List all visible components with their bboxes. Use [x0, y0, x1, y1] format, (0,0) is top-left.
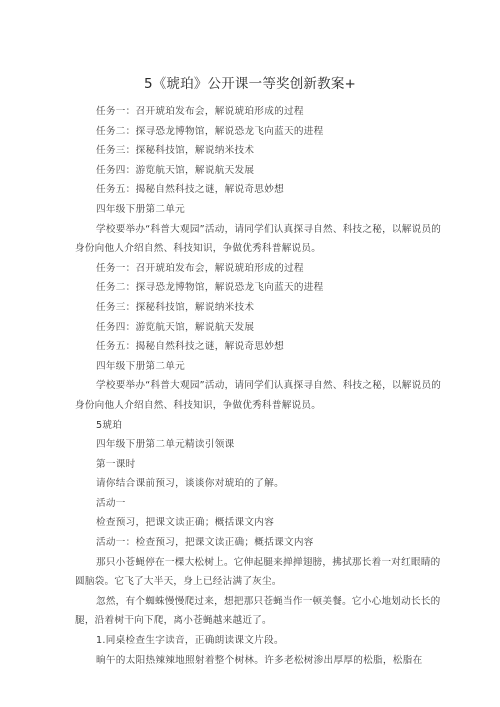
text-line: 任务四：游览航天馆，解说航天发展	[96, 321, 255, 333]
text-paragraph: 那只小苍蝇停在一棵大松树上。它伸起腿来掸掸翅膀，拂拭那长着一对红眼睛的圆脑袋。它飞了大半天，身上已经沾满了灰尘。	[75, 556, 441, 588]
text-line: 任务三：探秘科技馆，解说纳米技术	[96, 301, 255, 313]
text-line: 四年级下册第二单元	[96, 360, 186, 372]
text-line: 晌午的太阳热辣辣地照射着整个树林。许多老松树渗出厚厚的松脂，松脂在	[96, 654, 423, 666]
text-paragraph: 忽然，有个蜘蛛慢慢爬过来，想把那只苍蝇当作一顿美餐。它小心地划动长长的腿，沿着树干向下爬，离小苍蝇越来越近了。	[75, 595, 441, 627]
text-paragraph: 学校要举办“科普大观园”活动，请同学们认真探寻自然、科技之秘，以解说员的身份向他人介绍自然、科技知识，争做优秀科普解说员。	[75, 380, 442, 411]
text-line: 任务一：召开琥珀发布会，解说琥珀形成的过程	[96, 106, 304, 117]
text-line: 任务一：召开琥珀发布会，解说琥珀形成的过程	[96, 262, 304, 274]
text-paragraph: 学校要举办“科普大观园”活动，请同学们认真探寻自然、科技之秘，以解说员的身份向他人介绍自然、科技知识，争做优秀科普解说员。	[75, 223, 442, 255]
text-line: 请你结合课前预习，谈谈你对琥珀的了解。	[96, 478, 284, 490]
text-line: 活动一：检查预习，把课文读正确；概括课文内容	[96, 537, 314, 549]
text-line: 1.同桌检查生字读音，正确朗读课文片段。	[96, 635, 284, 647]
text-line: 任务五：揭秘自然科技之谜，解说奇思妙想	[96, 341, 284, 353]
text-line: 第一课时	[96, 458, 136, 470]
text-line: 任务四：游览航天馆，解说航天发展	[96, 164, 255, 176]
text-line: 检查预习，把课文读正确；概括课文内容	[96, 517, 275, 529]
document-title: 5《琥珀》公开课一等奖创新教案+	[143, 76, 357, 92]
text-line: 活动一	[96, 497, 126, 509]
lesson-heading: 5琥珀	[96, 419, 123, 431]
text-line: 任务三：探秘科技馆，解说纳米技术	[96, 145, 255, 157]
text-line: 四年级下册第二单元	[96, 203, 186, 215]
text-line: 任务二：探寻恐龙博物馆，解说恐龙飞向蓝天的进程	[96, 282, 324, 294]
document-body	[75, 102, 443, 670]
text-line: 四年级下册第二单元精读引领课	[96, 439, 235, 451]
text-line: 任务五：揭秘自然科技之谜，解说奇思妙想	[96, 184, 284, 196]
text-line: 任务二：探寻恐龙博物馆，解说恐龙飞向蓝天的进程	[96, 125, 324, 137]
